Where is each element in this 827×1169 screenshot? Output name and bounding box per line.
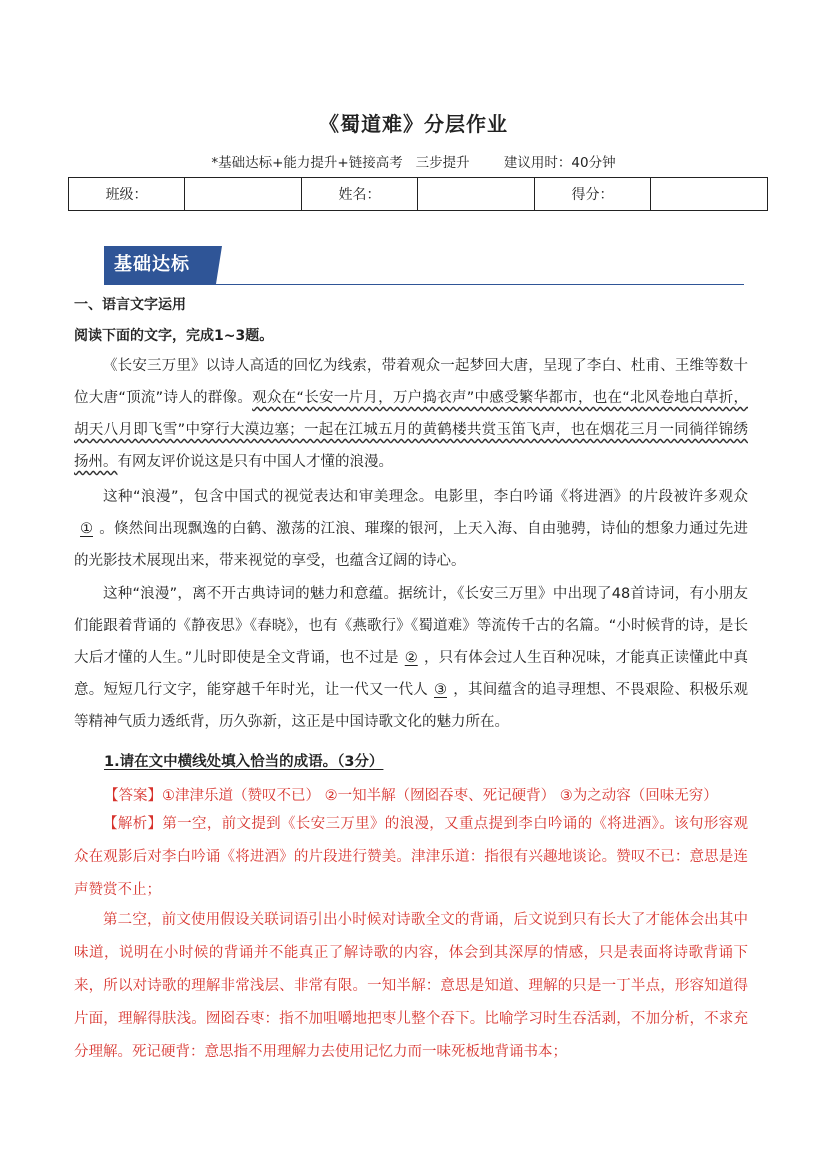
analysis-text-1: 第一空，前文提到《长安三万里》的浪漫，又重点提到李白吟诵的《将进酒》。该句形容观众在观影后对李白吟诵《将进酒》的片段进行赞美。津津乐道：指很有兴趣地谈论。赞叹不已：意思是连声赞赏不止； — [74, 816, 748, 898]
passage-p2-b: 。倏然间出现飘逸的白鹤、激荡的江浪、璀璨的银河，上天入海、自由驰骋，诗仙的想象力通过先进的光影技术展现出来，带来视觉的享受，也蕴含辽阔的诗心。 — [74, 521, 748, 569]
score-label: 得分： — [534, 178, 650, 211]
part-heading: 一、语言文字运用 — [74, 297, 186, 313]
page-title: 《蜀道难》分层作业 — [319, 112, 508, 136]
question-1: 1.请在文中横线处填入恰当的成语。（3分） — [104, 754, 384, 770]
blank-3: ③ — [434, 682, 447, 698]
answer-text: ①津津乐道（赞叹不已） ②一知半解（囫囵吞枣、死记硬背） ③为之动容（回味无穷） — [162, 788, 718, 804]
name-field[interactable] — [418, 178, 535, 211]
passage-paragraph-3 — [74, 578, 748, 738]
passage-p1-a: 《长安三万里》以诗人高适的回忆为线索，带着观众一起梦回大唐，呈现了李白、杜甫、王维等数十位大唐“顶流”诗人的群像。 — [74, 358, 748, 406]
analysis-text-2: 第二空，前文使用假设关联词语引出小时候对诗歌全文的背诵，后文说到只有长大了才能体会出其中味道，说明在小时候的背诵并不能真正了解诗歌的内容，体会到其深厚的情感，只是表面将诗歌背诵下来，所以对诗歌的理解非常浅层、非常有限。一知半解：意思是知道、理解的只是一丁半点，形容知道得片面，理解得肤浅。囫囵吞枣：指不加咀嚼地把枣儿整个吞下。比喻学习时生吞活剥，不加分析，不求充分理解。死记硬背：意思指不用理解力去使用记忆力而一味死板地背诵书本； — [74, 912, 748, 1060]
analysis-paragraph-2 — [74, 904, 748, 1069]
analysis-paragraph-1 — [74, 808, 748, 907]
reading-instruction: 阅读下面的文字，完成1~3题。 — [74, 328, 274, 344]
blank-2: ② — [404, 650, 418, 666]
analysis-label: 【解析】 — [103, 816, 163, 832]
passage-paragraph-2 — [74, 481, 748, 577]
class-field[interactable] — [185, 178, 302, 211]
name-label: 姓名： — [301, 178, 417, 211]
section-divider — [104, 284, 744, 285]
passage-p3-a: 这种“浪漫”，离不开古典诗词的魅力和意蕴。据统计，《长安三万里》中出现了48首诗词，有小朋友们能跟着背诵的《静夜思》《春晓》，也有《燕歌行》《蜀道难》等流传千古的名篇。“小时候背的诗，是长大后才懂的人生。”儿时即使是全文背诵，也不过是 — [74, 586, 748, 666]
passage-p2-a: 这种“浪漫”，包含中国式的视觉表达和审美理念。电影里，李白吟诵《将进酒》的片段被许多观众 — [103, 489, 748, 505]
answer-label: 【答案】 — [104, 788, 162, 804]
passage-p1-b: 有网友评价说这是只有中国人才懂的浪漫。 — [117, 454, 393, 470]
section-tag-basic: 基础达标 — [104, 246, 216, 284]
passage-p3-b: ，只有体会过人生百种况味，才能真正读懂此中真意。短短几行文字，能穿越千年时光，让一代又一代人 — [74, 650, 748, 698]
score-field[interactable] — [651, 178, 768, 211]
passage-p3-c: ，其间蕴含的追寻理想、不畏艰险、积极乐观等精神气质力透纸背，历久弥新，这正是中国诗歌文化的魅力所在。 — [74, 682, 748, 730]
passage-p1-wavy: 观众在“长安一片月，万户捣衣声”中感受繁华都市，也在“北风卷地白草折，胡天八月即飞雪”中穿行大漠边塞；一起在江城五月的黄鹤楼共赏玉笛飞声，也在烟花三月一同徜徉锦绣扬州。 — [74, 390, 748, 470]
blank-1: ① — [80, 521, 93, 537]
page-subtitle: *基础达标+能力提升+链接高考 三步提升 建议用时：40分钟 — [211, 155, 616, 171]
student-info-table — [68, 177, 768, 211]
class-label: 班级： — [69, 178, 185, 211]
passage-paragraph-1 — [74, 350, 748, 478]
